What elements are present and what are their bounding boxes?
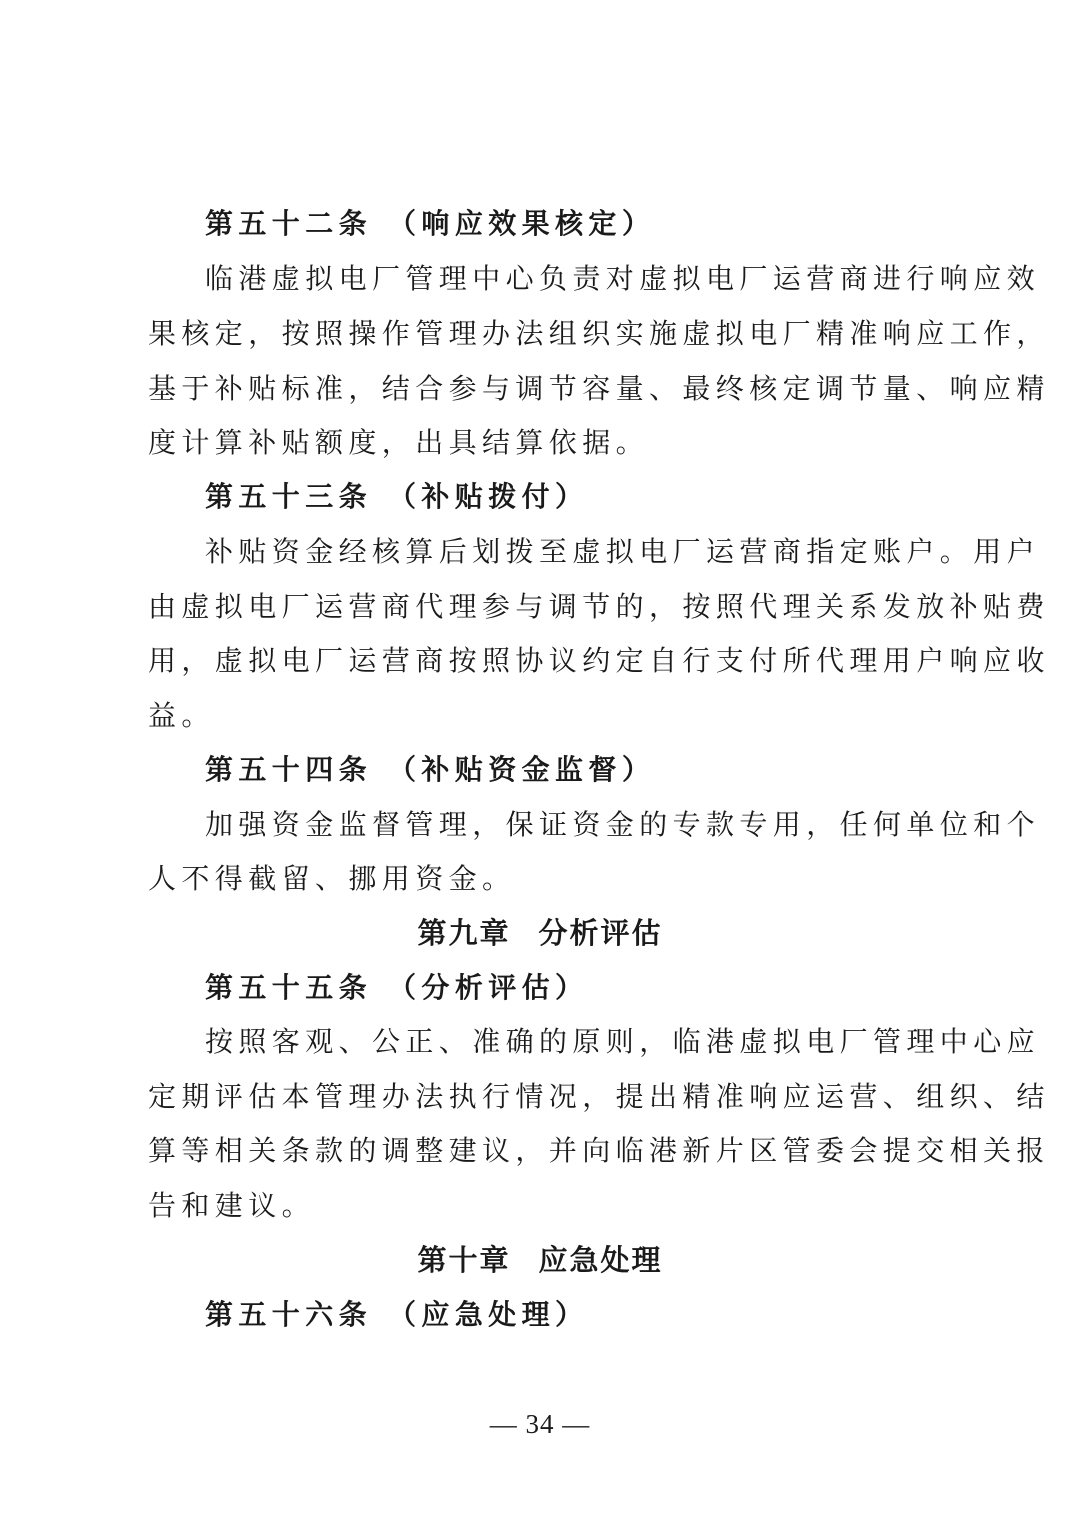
article-52-heading [205,204,995,244]
article-53-title: 第五十三条 [205,480,373,513]
article-53-subtitle: （补贴拨付） [388,480,589,513]
article-52-line-2: 果核定，按照操作管理办法组织实施虚拟电厂精准响应工作， [148,317,1050,350]
article-53-heading [205,477,995,517]
page-number: — 34 — [489,1409,591,1439]
article-53-line-3: 用，虚拟电厂运营商按照协议约定自行支付所代理用户响应收 [148,644,1050,677]
chapter-9-number: 第九章 [417,916,511,950]
article-55-line-3: 算等相关条款的调整建议，并向临港新片区管委会提交相关报 [148,1134,1050,1167]
article-54-line-2: 人不得截留、挪用资金。 [148,862,516,895]
article-52-title: 第五十二条 [205,207,373,240]
article-53-line-2: 由虚拟电厂运营商代理参与调节的，按照代理关系发放补贴费 [148,590,1050,623]
article-53-line-4: 益。 [148,699,215,732]
article-54-heading [205,750,995,790]
article-55-line-2: 定期评估本管理办法执行情况，提出精准响应运营、组织、结 [148,1080,1050,1113]
chapter-9-heading [0,913,1080,953]
article-54-subtitle: （补贴资金监督） [388,753,656,786]
article-56-title: 第五十六条 [205,1298,373,1331]
article-52-line-3: 基于补贴标准，结合参与调节容量、最终核定调节量、响应精 [148,372,1050,405]
article-53-line-1: 补贴资金经核算后划拨至虚拟电厂运营商指定账户。用户 [205,535,1041,568]
article-52-line-1: 临港虚拟电厂管理中心负责对虚拟电厂运营商进行响应效 [205,262,1041,295]
article-54-line-1: 加强资金监督管理，保证资金的专款专用，任何单位和个 [205,808,1041,841]
article-55-heading [205,968,995,1008]
article-54-title: 第五十四条 [205,753,373,786]
article-56-subtitle: （应急处理） [388,1298,589,1331]
article-52-subtitle: （响应效果核定） [388,207,656,240]
chapter-10-heading [0,1240,1080,1280]
article-55-subtitle: （分析评估） [388,971,589,1004]
article-55-line-4: 告和建议。 [148,1189,316,1222]
article-55-line-1: 按照客观、公正、准确的原则，临港虚拟电厂管理中心应 [205,1025,1041,1058]
article-55-title: 第五十五条 [205,971,373,1004]
article-56-heading [205,1295,995,1335]
chapter-10-title: 应急处理 [538,1243,663,1277]
article-52-line-4: 度计算补贴额度，出具结算依据。 [148,426,650,459]
chapter-9-title: 分析评估 [538,916,663,950]
chapter-10-number: 第十章 [417,1243,511,1277]
